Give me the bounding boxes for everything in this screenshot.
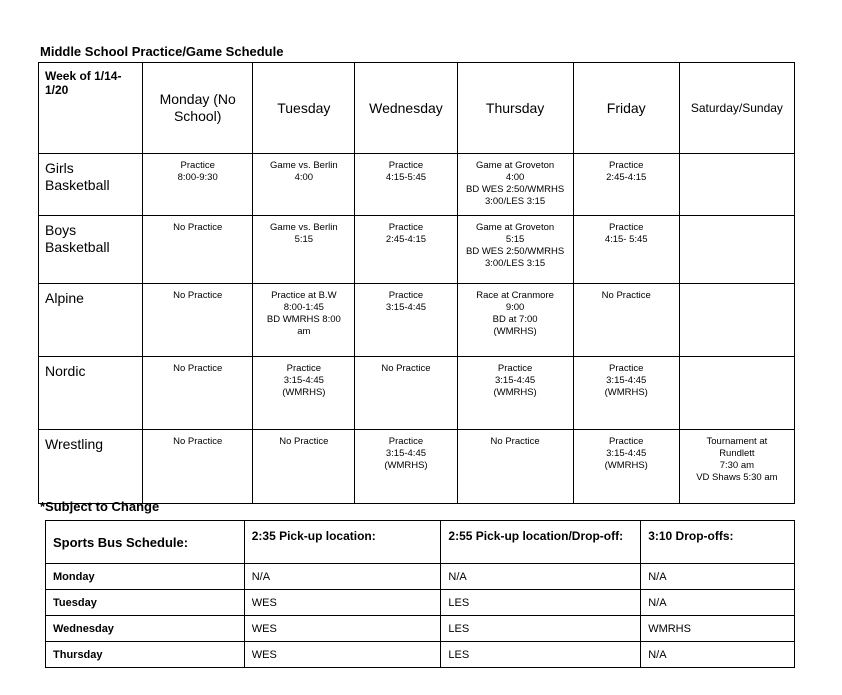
schedule-cell [355,357,457,430]
cell-line: 4:00 [505,172,525,183]
bus-day: Monday [46,564,245,590]
cell-line: No Practice [173,436,223,447]
cell-line: 5:15 [505,234,525,245]
cell-line: am [297,326,311,337]
schedule-cell [573,154,679,216]
day-header: Wednesday [355,63,457,154]
schedule-cell [253,154,355,216]
cell-line: Game at Groveton [476,222,555,233]
sport-name: Alpine [39,284,143,357]
cell-line: 2:45-4:15 [385,234,427,245]
schedule-cell [253,216,355,284]
cell-line: Practice [388,436,424,447]
cell-line: 3:15-4:45 [495,375,536,386]
cell-line: 8:00-1:45 [283,302,324,313]
bus-location: N/A [641,590,795,616]
bus-location: LES [441,590,641,616]
schedule-cell [457,216,573,284]
cell-line: Practice [388,160,424,171]
sport-name: Boys Basketball [39,216,143,284]
schedule-cell [355,284,457,357]
schedule-row [39,154,795,216]
bus-location: N/A [641,642,795,668]
bus-column-header: 2:35 Pick-up location: [244,521,441,564]
subject-to-change-note: *Subject to Change [40,499,160,514]
schedule-cell [253,430,355,504]
cell-line: Practice [388,222,424,233]
schedule-row [39,357,795,430]
page-title: Middle School Practice/Game Schedule [40,44,284,59]
bus-location: WES [244,590,441,616]
cell-line: (WMRHS) [604,387,648,398]
schedule-cell [573,284,679,357]
cell-line: 4:15-5:45 [385,172,427,183]
sport-name: Girls Basketball [39,154,143,216]
schedule-cell [253,284,355,357]
cell-line: Practice [609,363,644,374]
cell-line: (WMRHS) [493,326,537,337]
schedule-cell [143,430,253,504]
bus-row [46,564,795,590]
schedule-cell [457,284,573,357]
schedule-cell [143,357,253,430]
week-label: Week of 1/14-1/20 [39,63,143,154]
schedule-cell [679,284,794,357]
bus-location: LES [441,642,641,668]
schedule-cell [679,430,794,504]
schedule-header-row [39,63,795,154]
cell-line: 8:00-9:30 [177,172,218,183]
cell-line: 3:00/LES 3:15 [484,196,546,207]
cell-line: (WMRHS) [282,387,326,398]
cell-line: Practice [497,363,533,374]
cell-line: Practice [609,160,644,171]
cell-line: Practice at B.W [271,290,337,301]
schedule-cell [143,284,253,357]
bus-location: N/A [441,564,641,590]
cell-line: Race at Cranmore [476,290,554,301]
cell-line: 9:00 [505,302,525,313]
cell-line: BD WES 2:50/WMRHS [465,184,565,195]
cell-line: 5:15 [294,234,314,245]
schedule-row [39,284,795,357]
bus-day: Thursday [46,642,245,668]
schedule-row [39,430,795,504]
cell-line: (WMRHS) [493,387,537,398]
cell-line: Game vs. Berlin [270,160,338,171]
cell-line: 3:15-4:45 [606,448,647,459]
bus-header-row [46,521,795,564]
cell-line: 3:15-4:45 [385,448,427,459]
cell-line: Practice [286,363,321,374]
cell-line: 3:15-4:45 [606,375,647,386]
sport-name: Wrestling [39,430,143,504]
schedule-cell [143,154,253,216]
cell-line: No Practice [601,290,651,301]
schedule-cell [143,216,253,284]
schedule-row [39,216,795,284]
cell-line: 7:30 am [719,460,755,471]
cell-line: (WMRHS) [604,460,648,471]
schedule-cell [573,430,679,504]
cell-line: No Practice [279,436,329,447]
cell-line: Game vs. Berlin [270,222,338,233]
cell-line: Game at Groveton [476,160,555,171]
cell-line: Practice [609,222,644,233]
cell-line: Tournament at [706,436,768,447]
bus-location: LES [441,616,641,642]
cell-line: BD at 7:00 [492,314,538,325]
bus-location: N/A [244,564,441,590]
day-header: Thursday [457,63,573,154]
cell-line: 3:15-4:45 [283,375,324,386]
schedule-cell [679,357,794,430]
cell-line: 2:45-4:15 [606,172,647,183]
cell-line: VD Shaws 5:30 am [696,472,778,483]
bus-location: WES [244,616,441,642]
schedule-cell [573,216,679,284]
sport-name: Nordic [39,357,143,430]
bus-column-header: 2:55 Pick-up location/Drop-off: [441,521,641,564]
cell-line: No Practice [490,436,540,447]
bus-schedule-title: Sports Bus Schedule: [46,521,245,564]
cell-line: No Practice [173,290,223,301]
cell-line: Practice [388,290,424,301]
schedule-cell [355,154,457,216]
schedule-cell [457,357,573,430]
practice-schedule-table [38,62,795,504]
bus-day: Wednesday [46,616,245,642]
cell-line: BD WMRHS 8:00 [266,314,341,325]
bus-day: Tuesday [46,590,245,616]
bus-column-header: 3:10 Drop-offs: [641,521,795,564]
bus-row [46,642,795,668]
cell-line: 3:00/LES 3:15 [484,258,546,269]
cell-line: Rundlett [719,448,755,459]
bus-location: WMRHS [641,616,795,642]
cell-line: No Practice [381,363,431,374]
bus-row [46,590,795,616]
schedule-cell [457,154,573,216]
cell-line: Practice [609,436,644,447]
schedule-cell [573,357,679,430]
cell-line: BD WES 2:50/WMRHS [465,246,565,257]
cell-line: Practice [180,160,215,171]
schedule-cell [253,357,355,430]
schedule-cell [679,216,794,284]
cell-line: No Practice [173,363,223,374]
cell-line: 4:15- 5:45 [604,234,648,245]
schedule-cell [457,430,573,504]
bus-location: WES [244,642,441,668]
schedule-cell [679,154,794,216]
bus-location: N/A [641,564,795,590]
bus-row [46,616,795,642]
cell-line: No Practice [173,222,223,233]
cell-line: 4:00 [294,172,314,183]
cell-line: (WMRHS) [384,460,428,471]
bus-schedule-table [45,520,795,668]
day-header: Friday [573,63,679,154]
day-header: Saturday/Sunday [679,63,794,154]
schedule-cell [355,430,457,504]
day-header: Monday (No School) [143,63,253,154]
cell-line: 3:15-4:45 [385,302,427,313]
day-header: Tuesday [253,63,355,154]
schedule-cell [355,216,457,284]
